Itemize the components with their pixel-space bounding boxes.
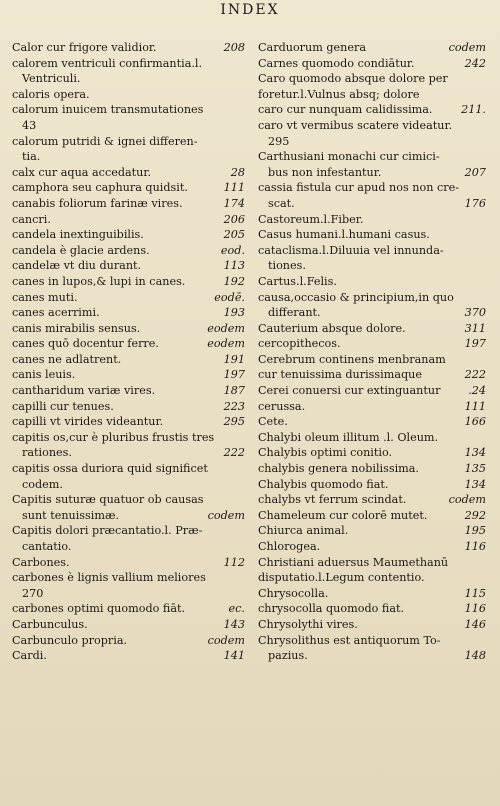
entry-page-number: 134	[464, 446, 486, 460]
entry-text: Cartus.l.Felis.	[258, 274, 337, 288]
index-entry	[12, 430, 245, 446]
entry-page-number: 28	[230, 165, 245, 179]
entry-text: tiones.	[268, 259, 306, 273]
entry-text: cantatio.	[22, 540, 72, 553]
entry-page-number: .24	[468, 384, 486, 398]
entry-text: tia.	[22, 150, 41, 164]
index-entry	[12, 56, 245, 72]
entry-page-number: 111	[223, 181, 245, 195]
entry-text: Carduorum genera	[258, 41, 367, 54]
entry-text: scat.	[268, 196, 295, 210]
entry-page-number: 187	[223, 384, 245, 398]
entry-text: Cardi.	[12, 649, 47, 663]
entry-page-number: 295	[223, 415, 245, 429]
entry-page-number: 111	[464, 399, 486, 413]
entry-text: candela inextinguibilis.	[12, 228, 144, 242]
index-entry	[12, 227, 245, 243]
entry-text: canes muti.	[12, 290, 78, 304]
entry-text: cassia fistula cur apud nos non cre-	[258, 181, 460, 195]
index-entry	[258, 492, 486, 508]
index-entry	[12, 180, 245, 196]
entry-page-number: codem	[207, 508, 245, 522]
index-entry	[258, 118, 486, 134]
index-entry	[12, 243, 245, 259]
entry-page-number: 115	[464, 586, 486, 600]
index-entry	[258, 40, 486, 56]
entry-text: differant.	[268, 306, 321, 320]
entry-text: calx cur aqua accedatur.	[12, 165, 152, 179]
index-entry	[12, 290, 245, 306]
index-entry	[258, 165, 486, 181]
index-entry	[12, 648, 245, 664]
index-entry	[258, 243, 486, 259]
entry-text: Capitis dolori præcantatio.l. Præ-	[12, 524, 203, 538]
entry-text: capilli cur tenues.	[12, 399, 114, 413]
entry-text: Calor cur frigore validior.	[12, 41, 157, 54]
index-entry	[12, 367, 245, 383]
entry-text: caro cur nunquam calidissima.	[258, 103, 433, 117]
entry-page-number: 113	[223, 259, 245, 273]
entry-page-number: 211.	[461, 103, 486, 117]
entry-page-number: 143	[223, 617, 245, 631]
entry-text: Carbunculus.	[12, 617, 88, 631]
index-entry	[12, 258, 245, 274]
index-entry	[258, 508, 486, 524]
index-entry	[258, 586, 486, 602]
index-entry	[258, 461, 486, 477]
entry-text: canes quō docentur ferre.	[12, 337, 159, 351]
index-entry	[12, 399, 245, 415]
entry-text: capitis ossa duriora quid significet	[12, 462, 208, 476]
index-entry	[258, 290, 486, 306]
entry-page-number: 311	[464, 321, 486, 335]
entry-text: capilli vt virides videantur.	[12, 415, 164, 429]
index-entry	[12, 274, 245, 290]
entry-text: Chrysolithus est antiquorum To-	[258, 633, 441, 647]
entry-page-number: 116	[464, 602, 486, 616]
entry-text: Chalybis optimi conitio.	[258, 446, 393, 460]
index-entry	[12, 352, 245, 368]
entry-text: Chalybis quomodo fiat.	[258, 477, 389, 491]
entry-text: Capitis suturæ quatuor ob causas	[12, 493, 204, 507]
index-entry	[258, 523, 486, 539]
index-entry	[12, 87, 245, 103]
entry-page-number: 370	[464, 306, 486, 320]
index-entry	[258, 149, 486, 165]
entry-page-number: eodē.	[214, 290, 245, 304]
entry-text: Cete.	[258, 415, 288, 429]
entry-text: Chiurca animal.	[258, 524, 349, 538]
index-entry	[12, 102, 245, 118]
index-entry	[258, 601, 486, 617]
entry-text: Chameleum cur colorē mutet.	[258, 508, 428, 522]
index-entry	[258, 227, 486, 243]
index-entry	[258, 134, 486, 150]
entry-text: sunt tenuissimæ.	[22, 508, 120, 522]
index-entry	[12, 336, 245, 352]
entry-page-number: 205	[223, 228, 245, 242]
entry-page-number: codem	[448, 493, 486, 507]
index-entry	[12, 321, 245, 337]
entry-page-number: 192	[223, 274, 245, 288]
entry-text: cerussa.	[258, 399, 306, 413]
index-entry	[12, 134, 245, 150]
entry-text: canes acerrimi.	[12, 306, 100, 320]
entry-text: Cerei conuersi cur extinguantur	[258, 384, 441, 398]
index-entry	[258, 383, 486, 399]
index-entry	[12, 212, 245, 228]
index-entry	[12, 508, 245, 524]
entry-page-number: 222	[464, 368, 486, 382]
entry-text: disputatio.l.Legum contentio.	[258, 571, 425, 585]
index-entry	[12, 601, 245, 617]
entry-text: Carthusiani monachi cur cimici-	[258, 150, 440, 164]
index-entry	[12, 570, 245, 586]
index-entry	[258, 617, 486, 633]
entry-page-number: 148	[464, 649, 486, 663]
entry-page-number: codem	[448, 41, 486, 54]
entry-text: Cauterium absque dolore.	[258, 321, 406, 335]
index-entry	[258, 305, 486, 321]
index-entry	[258, 196, 486, 212]
entry-page-number: 134	[464, 477, 486, 491]
entry-page-number: 191	[223, 352, 245, 366]
entry-text: canabis foliorum farinæ vires.	[12, 196, 183, 210]
entry-text: 295	[268, 134, 290, 148]
entry-text: carbones è lignis vallium meliores	[12, 571, 206, 585]
index-entry	[258, 321, 486, 337]
entry-text: canes in lupos,& lupi in canes.	[12, 274, 186, 288]
index-entry	[12, 414, 245, 430]
index-entry	[12, 196, 245, 212]
index-entry	[258, 555, 486, 571]
index-entry	[12, 40, 245, 56]
entry-page-number: codem	[207, 633, 245, 647]
index-entry	[258, 102, 486, 118]
index-column-right	[258, 40, 486, 664]
entry-text: chalybs vt ferrum scindat.	[258, 493, 407, 507]
index-entry	[12, 539, 245, 555]
entry-page-number: 193	[223, 306, 245, 320]
entry-text: codem.	[22, 477, 63, 491]
index-entry	[258, 570, 486, 586]
index-entry	[258, 180, 486, 196]
index-entry	[12, 617, 245, 633]
entry-text: Cerebrum continens menbranam	[258, 352, 446, 366]
index-entry	[12, 149, 245, 165]
entry-page-number: 208	[223, 41, 245, 54]
entry-text: foretur.l.Vulnus absq; dolore	[258, 87, 420, 101]
index-entry	[258, 633, 486, 649]
index-entry	[258, 274, 486, 290]
entry-text: Carnes quomodo condiātur.	[258, 56, 415, 70]
index-entry	[258, 71, 486, 87]
entry-page-number: 141	[223, 649, 245, 663]
entry-text: bus non infestantur.	[268, 165, 382, 179]
entry-page-number: 174	[223, 196, 245, 210]
entry-page-number: 176	[464, 196, 486, 210]
entry-text: Chrysocolla.	[258, 586, 329, 600]
entry-page-number: 242	[464, 56, 486, 70]
entry-page-number: 195	[464, 524, 486, 538]
page-title: INDEX	[220, 2, 280, 18]
entry-text: 270	[22, 586, 44, 600]
entry-text: calorum inuicem transmutationes	[12, 103, 204, 117]
entry-text: chrysocolla quomodo fiat.	[258, 602, 405, 616]
entry-page-number: eodem	[207, 321, 245, 335]
index-entry	[258, 445, 486, 461]
entry-page-number: ec.	[228, 602, 245, 616]
index-entry	[258, 430, 486, 446]
index-entry	[12, 71, 245, 87]
index-entry	[258, 414, 486, 430]
entry-text: pazius.	[268, 649, 308, 663]
entry-page-number: eod.	[220, 243, 245, 257]
index-entry	[12, 586, 245, 602]
entry-text: canis mirabilis sensus.	[12, 321, 141, 335]
entry-page-number: 292	[464, 508, 486, 522]
entry-text: carbones optimi quomodo fiāt.	[12, 602, 186, 616]
index-entry	[258, 367, 486, 383]
entry-text: Ventriculi.	[22, 72, 81, 86]
entry-page-number: 206	[223, 212, 245, 226]
entry-page-number: 197	[464, 337, 486, 351]
index-entry	[258, 648, 486, 664]
index-entry	[12, 445, 245, 461]
entry-text: calorum putridi & ignei differen-	[12, 134, 198, 148]
entry-text: chalybis genera nobilissima.	[258, 462, 419, 476]
entry-text: candela è glacie ardens.	[12, 243, 150, 257]
entry-text: cercopithecos.	[258, 337, 341, 351]
entry-text: causa,occasio & principium,in quo	[258, 290, 454, 304]
entry-page-number: eodem	[207, 337, 245, 351]
entry-text: cantharidum variæ vires.	[12, 384, 156, 398]
entry-text: capitis os,cur è pluribus frustis tres	[12, 430, 215, 444]
entry-page-number: 222	[223, 446, 245, 460]
index-entry	[258, 539, 486, 555]
index-entry	[258, 56, 486, 72]
entry-page-number: 197	[223, 368, 245, 382]
entry-text: candelæ vt diu durant.	[12, 259, 142, 273]
index-entry	[258, 399, 486, 415]
entry-text: Chrysolythi vires.	[258, 617, 358, 631]
entry-page-number: 116	[464, 540, 486, 553]
entry-page-number: 112	[223, 555, 245, 569]
index-entry	[258, 87, 486, 103]
entry-page-number: 166	[464, 415, 486, 429]
entry-page-number: 223	[223, 399, 245, 413]
index-entry	[12, 165, 245, 181]
index-entry	[258, 258, 486, 274]
index-entry	[12, 461, 245, 477]
entry-text: Christiani aduersus Maumethanū	[258, 555, 449, 569]
entry-text: cancri.	[12, 212, 51, 226]
index-entry	[12, 523, 245, 539]
entry-page-number: 207	[464, 165, 486, 179]
entry-text: calorem ventriculi confirmantia.l.	[12, 56, 203, 70]
entry-text: caro vt vermibus scatere videatur.	[258, 118, 453, 132]
entry-text: Chalybi oleum illitum .l. Oleum.	[258, 430, 439, 444]
entry-text: cataclisma.l.Diluuia vel innunda-	[258, 243, 444, 257]
entry-text: Carbones.	[12, 555, 70, 569]
index-entry	[12, 633, 245, 649]
index-entry	[12, 305, 245, 321]
entry-text: Chlorogea.	[258, 540, 321, 553]
entry-text: canis leuis.	[12, 368, 76, 382]
entry-text: Casus humani.l.humani casus.	[258, 228, 430, 242]
index-entry	[258, 352, 486, 368]
index-entry	[12, 555, 245, 571]
index-entry	[12, 383, 245, 399]
entry-text: camphora seu caphura quidsit.	[12, 181, 188, 195]
entry-text: Caro quomodo absque dolore per	[258, 72, 448, 86]
index-entry	[258, 477, 486, 493]
index-entry	[12, 477, 245, 493]
index-entry	[12, 492, 245, 508]
entry-text: rationes.	[22, 446, 72, 460]
index-entry	[258, 336, 486, 352]
entry-page-number: 146	[464, 617, 486, 631]
entry-text: cur tenuissima durissimaque	[258, 368, 422, 382]
entry-text: Castoreum.l.Fiber.	[258, 212, 364, 226]
entry-text: Carbunculo propria.	[12, 633, 128, 647]
index-entry	[258, 212, 486, 228]
index-column-left	[12, 40, 245, 664]
entry-text: 43	[22, 118, 37, 132]
entry-text: canes ne adlatrent.	[12, 352, 122, 366]
entry-text: caloris opera.	[12, 87, 90, 101]
index-entry	[12, 118, 245, 134]
entry-page-number: 135	[464, 462, 486, 476]
